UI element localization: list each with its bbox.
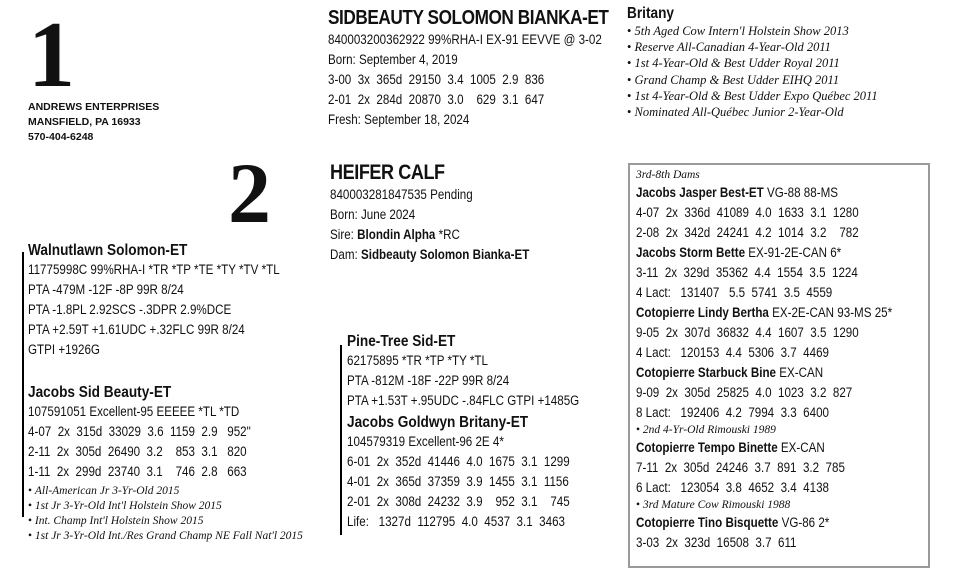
dam-entry-name: Jacobs Jasper Best-ET VG-88 88-MS <box>636 185 838 200</box>
britany-honor: • Grand Champ & Best Udder EIHQ 2011 <box>627 72 878 88</box>
dam-entry-name: Jacobs Storm Bette EX-91-2E-CAN 6* <box>636 245 842 260</box>
sire-block-line: GTPI +1926G <box>28 342 100 357</box>
lot-number-1: 1 <box>28 3 75 107</box>
pine-name: Pine-Tree Sid-ET <box>347 333 456 350</box>
pine-line: PTA -812M -18F -22P 99R 8/24 <box>347 373 510 388</box>
lot2-sire-line <box>330 225 529 245</box>
dam-entry-line: 8 Lact: 192406 4.2 7994 3.3 6400 <box>636 405 830 420</box>
britany-honors <box>627 5 878 120</box>
britany-honor: • Reserve All-Canadian 4-Year-Old 2011 <box>627 39 878 55</box>
sire-block-line: PTA +2.59T +1.61UDC +.32FLC 99R 8/24 <box>28 322 245 337</box>
lot1-animal <box>328 7 654 130</box>
dam-entry-line: 4 Lact: 120153 4.4 5306 3.7 4469 <box>636 345 830 360</box>
dam-entry-name: Cotopierre Lindy Bertha EX-2E-CAN 93-MS 25* <box>636 305 893 320</box>
sire-block-line: 11775998C 99%RHA-I *TR *TP *TE *TY *TV *TL <box>28 262 280 277</box>
dam-entry-name: Cotopierre Starbuck Bine EX-CAN <box>636 365 824 380</box>
lot2-born: Born: June 2024 <box>330 207 416 222</box>
dam-label: Dam: <box>330 247 358 262</box>
dam-entry-line: 6 Lact: 123054 3.8 4652 3.4 4138 <box>636 480 830 495</box>
dam-entry-line: 9-05 2x 307d 36832 4.4 1607 3.5 1290 <box>636 325 859 340</box>
dam-entry-line: 3-11 2x 329d 35362 4.4 1554 3.5 1224 <box>636 265 858 280</box>
britany-honor: • Nominated All-Québec Junior 2-Year-Old <box>627 104 878 120</box>
mgd-block <box>28 384 303 544</box>
britany-title: Britany <box>627 5 674 22</box>
dam-entry-name: Cotopierre Tempo Binette EX-CAN <box>636 440 825 455</box>
consignor-address: MANSFIELD, PA 16933 <box>28 116 141 128</box>
lot2-animal <box>330 161 562 265</box>
mgd-name: Jacobs Sid Beauty-ET <box>28 384 172 401</box>
lot1-record-2: 2-01 2x 284d 20870 3.0 629 3.1 647 <box>328 92 545 107</box>
goldwyn-line: 4-01 2x 365d 37359 3.9 1455 3.1 1156 <box>347 474 569 489</box>
dam-entry-note: • 3rd Mature Cow Rimouski 1988 <box>636 498 934 513</box>
mgd-honor: • All-American Jr 3-Yr-Old 2015 <box>28 484 303 499</box>
goldwyn-line: Life: 1327d 112795 4.0 4537 3.1 3463 <box>347 514 565 529</box>
lot2-title: HEIFER CALF <box>330 161 445 184</box>
goldwyn-line: 6-01 2x 352d 41446 4.0 1675 3.1 1299 <box>347 454 570 469</box>
dam-entry-line: 3-03 2x 323d 16508 3.7 611 <box>636 535 797 550</box>
sire-name: Blondin Alpha <box>357 227 436 242</box>
dam-name: Sidbeauty Solomon Bianka-ET <box>360 247 530 262</box>
goldwyn-line: 2-01 2x 308d 24232 3.9 952 3.1 745 <box>347 494 570 509</box>
goldwyn-name: Jacobs Goldwyn Britany-ET <box>347 414 529 431</box>
mgd-honor: • 1st Jr 3-Yr-Old Int'l Holstein Show 2015 <box>28 499 303 514</box>
dam-entry-line: 2-08 2x 342d 24241 4.2 1014 3.2 782 <box>636 225 859 240</box>
mgd-line: 2-11 2x 305d 26490 3.2 853 3.1 820 <box>28 444 247 459</box>
pine-line: 62175895 *TR *TP *TY *TL <box>347 353 488 368</box>
lot2-reg: 840003281847535 Pending <box>330 187 473 202</box>
sire-tags: *RC <box>435 227 460 242</box>
britany-honor: • 1st 4-Year-Old & Best Udder Expo Québec 2011 <box>627 88 878 104</box>
lot1-animal-reg: 840003200362922 99%RHA-I EX-91 EEVVE @ 3-02 <box>328 32 602 47</box>
lot2-dam-line <box>330 245 529 265</box>
lot1-fresh-date: Fresh: September 18, 2024 <box>328 112 470 127</box>
sire-label: Sire: <box>330 227 354 242</box>
dams-box-header: 3rd-8th Dams <box>636 169 700 181</box>
dam-entry-note: • 2nd 4-Yr-Old Rimouski 1989 <box>636 423 934 438</box>
pine-line: PTA +1.53T +.95UDC -.84FLC GTPI +1485G <box>347 393 580 408</box>
britany-honor: • 5th Aged Cow Intern'l Holstein Show 2013 <box>627 23 878 39</box>
pine-block <box>347 333 617 411</box>
goldwyn-line: 104579319 Excellent-96 2E 4* <box>347 434 504 449</box>
mgd-honor: • 1st Jr 3-Yr-Old Int./Res Grand Champ NE Fall Nat'l 2015 <box>28 529 303 544</box>
consignor-block <box>28 101 159 144</box>
lot1-record-1: 3-00 3x 365d 29150 3.4 1005 2.9 836 <box>328 72 545 87</box>
mgd-honor: • Int. Champ Int'l Holstein Show 2015 <box>28 514 303 529</box>
mgd-line: 4-07 2x 315d 33029 3.6 1159 2.9 952" <box>28 424 251 439</box>
dam-entry-line: 4 Lact: 131407 5.5 5741 3.5 4559 <box>636 285 833 300</box>
britany-honor: • 1st 4-Year-Old & Best Udder Royal 2011 <box>627 55 878 71</box>
dam-entry-name: Cotopierre Tino Bisquette VG-86 2* <box>636 515 830 530</box>
consignor-name: ANDREWS ENTERPRISES <box>28 101 160 113</box>
sire-block-line: PTA -1.8PL 2.92SCS -.3DPR 2.9%DCE <box>28 302 232 317</box>
dam-entry-line: 7-11 2x 305d 24246 3.7 891 3.2 785 <box>636 460 845 475</box>
dams-box-content <box>636 168 934 553</box>
lot1-animal-born: Born: September 4, 2019 <box>328 52 458 67</box>
sire-block-line: PTA -479M -12F -8P 99R 8/24 <box>28 282 184 297</box>
sire-block <box>28 242 321 360</box>
lot-number-2: 2 <box>228 145 271 241</box>
dam-entry-line: 4-07 2x 336d 41089 4.0 1633 3.1 1280 <box>636 205 859 220</box>
sire-bracket-bar <box>22 252 24 517</box>
pine-bracket-bar <box>340 345 342 535</box>
lot1-animal-name: SIDBEAUTY SOLOMON BIANKA-ET <box>328 7 609 29</box>
sire-block-name: Walnutlawn Solomon-ET <box>28 242 188 259</box>
consignor-phone: 570-404-6248 <box>28 131 94 143</box>
mgd-line: 107591051 Excellent-95 EEEEE *TL *TD <box>28 404 240 419</box>
goldwyn-block <box>347 414 606 532</box>
mgd-line: 1-11 2x 299d 23740 3.1 746 2.8 663 <box>28 464 247 479</box>
dam-entry-line: 9-09 2x 305d 25825 4.0 1023 3.2 827 <box>636 385 853 400</box>
